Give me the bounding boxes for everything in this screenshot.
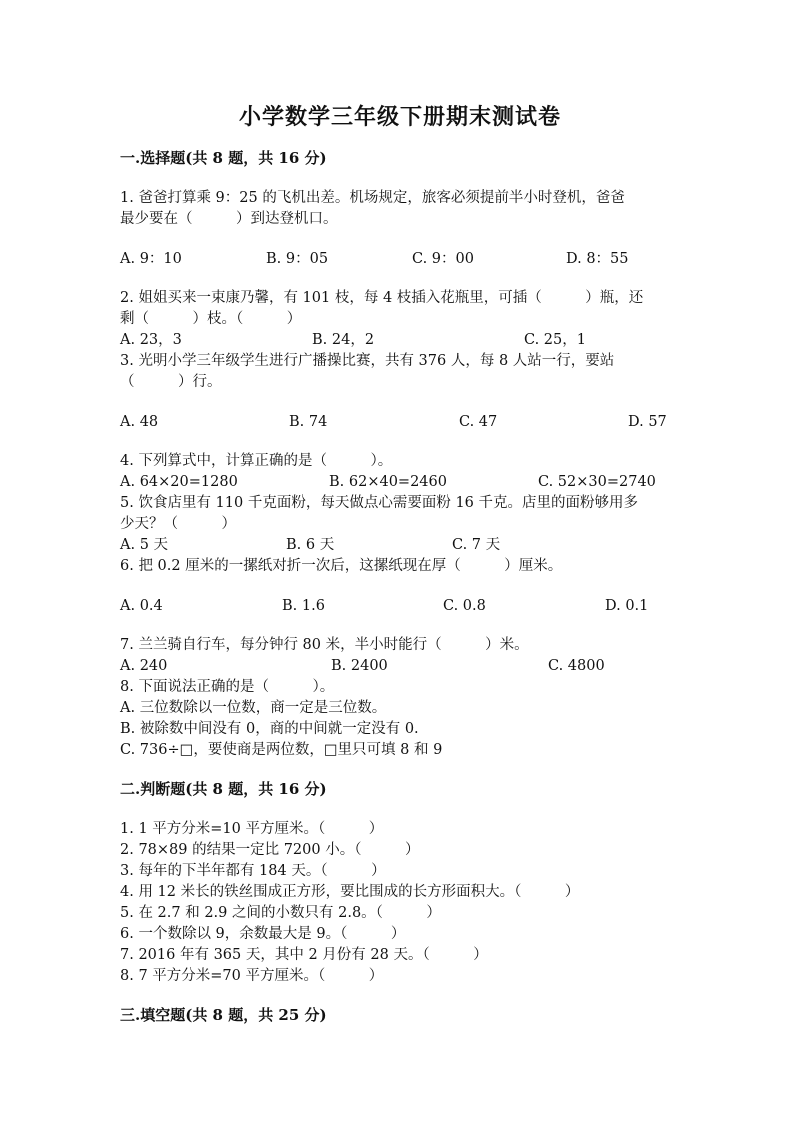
option-c: C. 7 天 [452, 537, 501, 553]
question-stem-line: 剩（ ）枝。（ ） [120, 311, 302, 327]
question-stem-line: 6. 把 0.2 厘米的一摞纸对折一次后，这摞纸现在厚（ ）厘米。 [120, 558, 563, 574]
judge-item: 8. 7 平方分米=70 平方厘米。（ ） [120, 968, 384, 984]
option-b: B. 1.6 [282, 598, 325, 614]
judge-item: 7. 2016 年有 365 天，其中 2 月份有 28 天。（ ） [120, 947, 488, 963]
section-heading-judge: 二.判断题(共 8 题，共 16 分) [120, 780, 327, 798]
option-c: C. 25，1 [524, 332, 586, 348]
judge-item: 5. 在 2.7 和 2.9 之间的小数只有 2.8。（ ） [120, 905, 441, 921]
option-b: B. 74 [289, 414, 328, 430]
option-c: C. 0.8 [443, 598, 486, 614]
option-b: B. 24，2 [312, 332, 375, 348]
judge-item: 1. 1 平方分米=10 平方厘米。（ ） [120, 821, 384, 837]
option-a: A. 23，3 [120, 332, 182, 348]
option-b: B. 2400 [331, 658, 388, 674]
option-b: B. 被除数中间没有 0，商的中间就一定没有 0. [120, 721, 419, 737]
question-stem-line: 4. 下列算式中，计算正确的是（ ）。 [120, 453, 393, 469]
option-d: D. 57 [628, 414, 667, 430]
option-c: C. 4800 [548, 658, 605, 674]
option-b: B. 6 天 [286, 537, 335, 553]
question-stem-line: 2. 姐姐买来一束康乃馨，有 101 枝，每 4 枝插入花瓶里，可插（ ）瓶，还 [120, 290, 644, 306]
question-stem-line: 最少要在（ ）到达登机口。 [120, 211, 338, 227]
question-stem-line: 7. 兰兰骑自行车，每分钟行 80 米，半小时能行（ ）米。 [120, 637, 529, 653]
section-heading-fill: 三.填空题(共 8 题，共 25 分) [120, 1006, 327, 1024]
question-stem-line: 8. 下面说法正确的是（ ）。 [120, 679, 335, 695]
option-a: A. 240 [120, 658, 168, 674]
judge-item: 4. 用 12 米长的铁丝围成正方形，要比围成的长方形面积大。（ ） [120, 884, 580, 900]
option-b: B. 62×40=2460 [329, 474, 447, 490]
option-c: C. 736÷□，要使商是两位数，□里只可填 8 和 9 [120, 742, 443, 758]
option-d: D. 0.1 [605, 598, 649, 614]
option-d: D. 8：55 [566, 251, 629, 267]
option-c: C. 47 [459, 414, 498, 430]
question-stem-line: 5. 饮食店里有 110 千克面粉，每天做点心需要面粉 16 千克。店里的面粉够用多 [120, 495, 639, 511]
judge-item: 2. 78×89 的结果一定比 7200 小。（ ） [120, 842, 420, 858]
section-heading-choice: 一.选择题(共 8 题，共 16 分) [120, 149, 327, 167]
page-title: 小学数学三年级下册期末测试卷 [238, 104, 561, 130]
option-a: A. 64×20=1280 [120, 474, 238, 490]
option-c: C. 9：00 [412, 251, 474, 267]
option-c: C. 52×30=2740 [538, 474, 656, 490]
question-stem-line: 少天？（ ） [120, 516, 236, 532]
option-a: A. 48 [120, 414, 159, 430]
question-stem-line: 1. 爸爸打算乘 9：25 的飞机出差。机场规定，旅客必须提前半小时登机，爸爸 [120, 190, 625, 206]
option-a: A. 三位数除以一位数，商一定是三位数。 [120, 700, 387, 716]
question-stem-line: 3. 光明小学三年级学生进行广播操比赛，共有 376 人，每 8 人站一行，要站 [120, 353, 615, 369]
option-b: B. 9：05 [266, 251, 329, 267]
question-stem-line: （ ）行。 [120, 374, 222, 390]
option-a: A. 9：10 [120, 251, 182, 267]
option-a: A. 5 天 [120, 537, 169, 553]
judge-item: 6. 一个数除以 9，余数最大是 9。（ ） [120, 926, 406, 942]
judge-item: 3. 每年的下半年都有 184 天。（ ） [120, 863, 386, 879]
option-a: A. 0.4 [120, 598, 163, 614]
